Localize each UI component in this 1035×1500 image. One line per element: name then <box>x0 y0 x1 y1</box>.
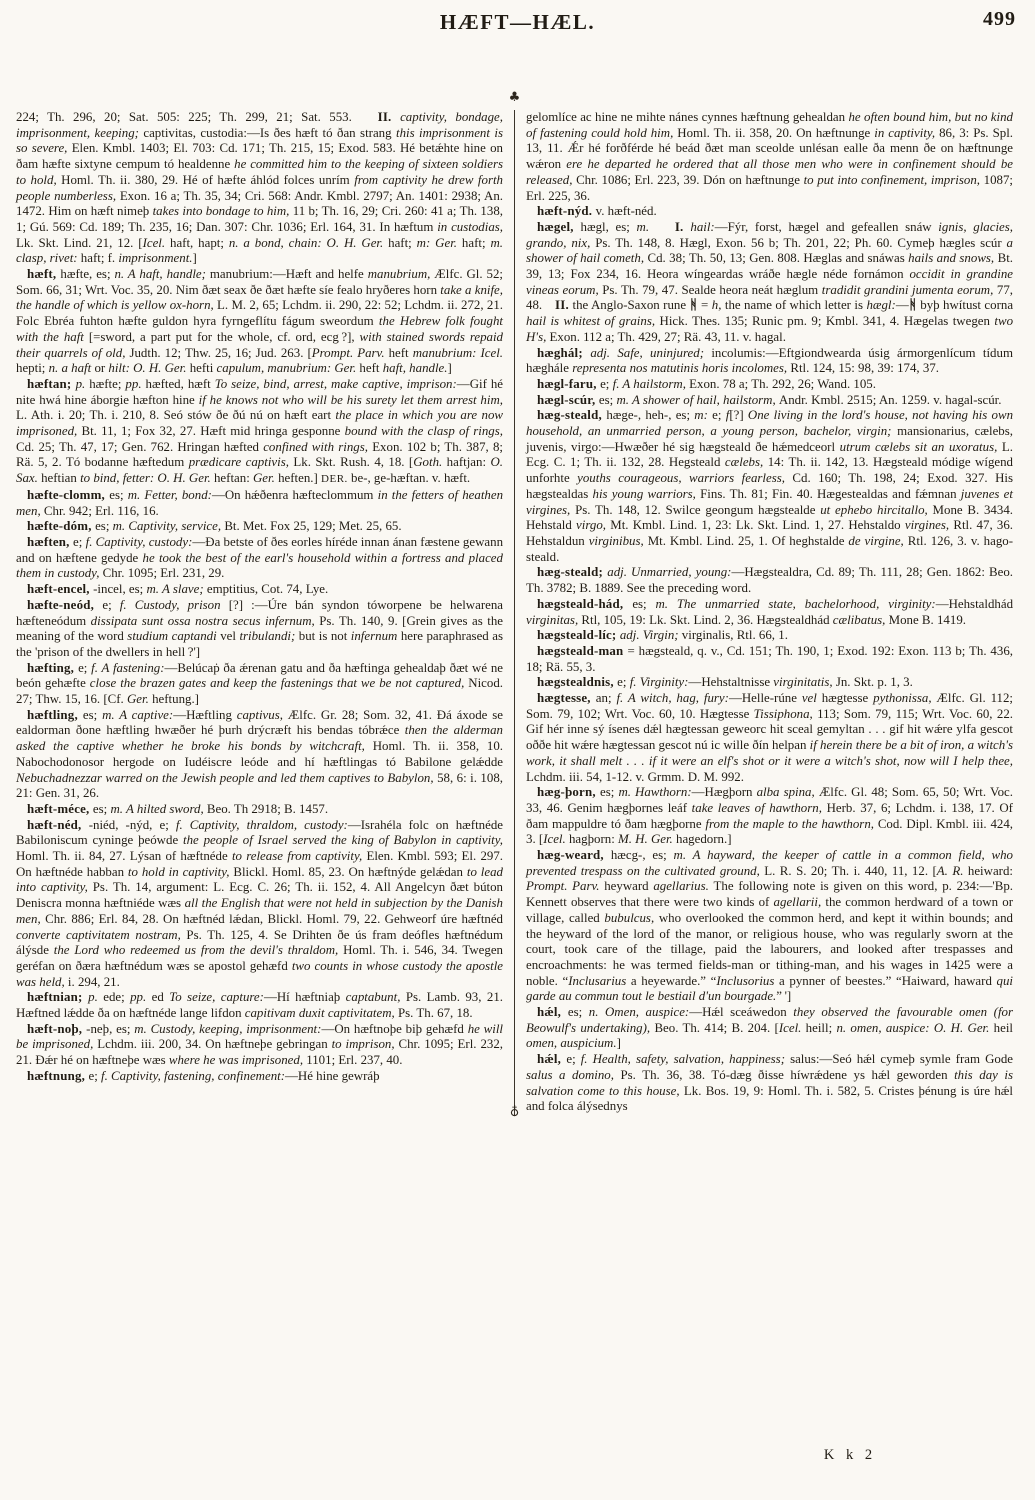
dictionary-entry: hægsteald-líc; adj. Virgin; virginalis, Rtl. 66, 1. <box>537 628 788 643</box>
page-title: HÆFT—HÆL. <box>439 10 596 34</box>
dictionary-entry: hæftnung, e; f. Captivity, fastening, confinement:—Hé hine gewráþ <box>27 1068 380 1083</box>
dictionary-entry: hæghál; adj. Safe, uninjured; incolumis:—Eftgiondwearda úsig ármorgenlícum tídum hæghále representa nos matutinis horis incolomes, Rtl. 124, 15: 98, 39: 174, 37. <box>526 345 1013 376</box>
dictionary-entry: hæften, e; f. Captivity, custody:—Ða betste of ðes eorles híréde innan ánan fæstene gewann and on hæftene gedyde he took the best of the earl's household within a fortress and placed them in custody, Chr. 1095; Erl. 231, 29. <box>16 534 504 581</box>
column-divider-rule <box>508 90 521 1120</box>
dictionary-entry: hǽl, e; f. Health, safety, salvation, happiness; salus:—Seó hǽl cymeþ symle fram Gode salus a domino, Ps. Th. 36, 38. Tó-dæg ðisse híwrǽdene ys hǽl geworden this day is salvation come to this house, Lk. Bos. 19, 9: Homl. Th. i. 582, 5. Cristes þénung is úre hǽl and folca álýsednys <box>526 1052 1014 1114</box>
dictionary-entry: hæfting, e; f. A fastening:—Belúcaṗ ða ǽrenan gatu and ða hæftinga gehealdaþ ðæt wé ne beón gehæfte close the brazen gates and keep the fastenings that we be not captured, Nicod. 27; Thw. 15, 16. [Cf. Ger. heftung.] <box>16 660 504 707</box>
signature-mark: K k 2 <box>823 1447 877 1463</box>
dictionary-entry: 224; Th. 296, 20; Sat. 505: 225; Th. 299, 21; Sat. 553. II. captivity, bondage, imprisonment, keeping; captivitas, custodia:—Is ðes hæft tó ðan strang this imprisonment is so severe, Elen. Kmbl. 1403; El. 703: Cd. 171; Th. 215, 15; Exod. 583. Hé betǽhte hine on ðam hæfte sixtyne cempum tó healdenne he committed him to the keeping of sixteen soldiers to hold, Homl. Th. ii. 380, 29. Hé of hæfte áhlód folces unrím from captivity he drew forth people numberless, Exon. 16 a; Th. 35, 34; Cri. 568: Andr. Kmbl. 2797; An. 1401: 2938; An. 1472. Him on hæft nimeþ takes into bondage to him, 11 b; Th. 16, 29; Cri. 260: 41 a; Th. 138, 1; Gú. 569: Cd. 189; Th. 235, 16; Dan. 307: Chr. 1036; Erl. 164, 31. In hæftum in custodias, Lk. Skt. Lind. 21, 12. [Icel. haft, hapt; n. a bond, chain: O. H. Ger. haft; m: Ger. haft; m. clasp, rivet: haft; f. imprisonment.] <box>16 110 504 266</box>
dictionary-entry: hæg-steald, hæge-, heh-, es; m: e; f[?] One living in the lord's house, not having his own household, an unmarried person, a young person, bachelor, virgin; mansionarius, cælebs, juvenis, virgo:—Hwæðer hé sig hægsteald ðe hǽmedceorl utrum cælebs sit an uxoratus, L. Ecg. C. 1; Th. ii. 132, 28. Hegsteald cælebs, 14: Th. ii. 142, 13. Hægsteald módige wígend unforhte youths courageous, warriors fearless, Cd. 160; Th. 198, 24; Exod. 327. His hægstealdas his young warriors, Fins. Th. 81; Fin. 40. Hægestealdas and fǽmnan juvenes et virgines, Ps. Th. 148, 12. Swilce geongum hægstealde ut ephebo hircitallo, Mone B. 3434. Hehstald virgo, Mt. Kmbl. Lind. 1, 23: Lk. Skt. Lind. 1, 27. Hehstaldo virgines, Rtl. 47, 36. Hehstaldun virginibus, Mt. Kmbl. Lind. 25, 1. Of heghstalde de virgine, Rtl. 126, 3. v. hago-steald. <box>526 408 1014 564</box>
dictionary-entry: hæftling, es; m. A captive:—Hæftling captivus, Ælfc. Gr. 28; Som. 32, 41. Ðá áxode se ealdorman ðone hæftling hwæðer hé þurh drýcræft his bendas tóbrǽce then the alderman asked the captive whether he broke his bonds by witchcraft, Homl. Th. ii. 358, 10. Nabochodonosor hergode on Iudéiscre leóde and hí hæftlingas tó Babilone gelǽdde Nebuchadnezzar warred on the Jewish people and led them captives to Babylon, 58, 6: i. 108, 21: Gen. 31, 26. <box>16 707 503 801</box>
dictionary-entry: hægl-faru, e; f. A hailstorm, Exon. 78 a; Th. 292, 26; Wand. 105. <box>537 376 876 391</box>
page-header <box>0 0 1035 52</box>
dictionary-entry: gelomlíce ac hine ne mihte nánes cynnes hæftnung gehealdan he often bound him, but no kind of fastening could hold him, Homl. Th. ii. 358, 20. On hæftnunge in captivity, 86, 3: Ps. Spl. 13, 11. Ǽr hé forðférde hé beád ðæt man sceolde unlésan ealle ða menn ðe on hæftnunge wǽron ere he departed he ordered that all those men who were in confinement should be released, Chr. 1086; Erl. 223, 39. Dón on hæftnunge to put into confinement, imprison, 1087; Erl. 225, 36. <box>526 110 1014 203</box>
left-column <box>16 110 503 1115</box>
dictionary-entry: hægtesse, an; f. A witch, hag, fury:—Helle-rúne vel hægtesse pythonissa, Ælfc. Gl. 112; Som. 79, 102; Wrt. Voc. 60, 10. Hægtesse Tissiphona, 113; Som. 79, 115; Wrt. Voc. 60, 22. Gif hér inne sý ísenes dǽl hægtessan geweorc hit sceal gemyltan . . . gif hit wǽre ylfa gescot oððe hit wǽre hægtessan gescot nú ic wille ðín helpan if herein there be a bit of iron, a witch's work, it shall melt . . . if it were an elf's shot or it were a witch's shot, now will I help thee, Lchdm. iii. 54, 1-12. v. Grmm. D. M. 992. <box>526 691 1014 784</box>
dictionary-entry: hæft-noþ, -neþ, es; m. Custody, keeping, imprisonment:—On hæftnoþe biþ gehæfd he will be imprisoned, Lchdm. iii. 200, 34. On hæftneþe gebringan to imprison, Chr. 1095; Erl. 232, 21. Ðǽr hé on hæftneþe wæs where he was imprisoned, 1101; Erl. 237, 40. <box>16 1021 504 1068</box>
dictionary-entry: hægl-scúr, es; m. A shower of hail, hailstorm, Andr. Kmbl. 2515; An. 1259. v. hagal-scúr. <box>537 392 1002 407</box>
page-number: 499 <box>983 8 1016 30</box>
dictionary-entry: hæft-nýd. v. hæft-néd. <box>537 204 657 219</box>
dictionary-entry: hæfte-clomm, es; m. Fetter, bond:—On hǽðenra hæfteclommum in the fetters of heathen men, Chr. 942; Erl. 116, 16. <box>16 487 504 518</box>
dictionary-entry: hæftnian; p. ede; pp. ed To seize, capture:—Hí hæftniaþ captabunt, Ps. Lamb. 93, 21. Hæftned lǽdde ða on hæftnéde lange lifdon capitivam duxit captivitatem, Ps. Th. 67, 18. <box>16 990 503 1021</box>
dictionary-entry: hæftan; p. hæfte; pp. hæfted, hæft To seize, bind, arrest, make captive, imprison:—Gif hé nite hwá hine áborgie hæfton hine if he knows not who will be his surety let them arrest him, L. Ath. i. 20; Th. i. 210, 8. Seó stów ðe ðú nú on hæft eart the place in which you are now imprisoned, Bt. 11, 1; Fox 32, 27. Hæft mid hringa gesponne bound with the clasp of rings, Cd. 25; Th. 47, 17; Gen. 762. Hringan hæfted confined with rings, Exon. 102 b; Th. 387, 8; Rä. 5, 2. Tó bodanne hæftedum prædicare captivis, Lk. Skt. Rush. 4, 18. [Goth. haftjan: O. Sax. heftian to bind, fetter: O. H. Ger. heftan: Ger. heften.] DER. be-, ge-hæftan. v. hæft. <box>16 376 504 486</box>
dictionary-entry: hǽl, es; n. Omen, auspice:—Hǽl sceáwedon they observed the favourable omen (for Beowulf's undertaking), Beo. Th. 414; B. 204. [Icel. heill; n. omen, auspice: O. H. Ger. heil omen, auspicium.] <box>526 1005 1013 1051</box>
dictionary-entry: hæfte-dóm, es; m. Captivity, service, Bt. Met. Fox 25, 129; Met. 25, 65. <box>27 519 402 534</box>
dictionary-entry: hægsteald-man = hægsteald, q. v., Cd. 151; Th. 190, 1; Exod. 192: Exon. 113 b; Th. 436, 18; Rä. 55, 3. <box>526 643 1013 674</box>
orb-cross-ornament-icon: ♁ <box>509 1105 520 1120</box>
dictionary-entry: hæft-encel, -incel, es; m. A slave; emptitius, Cot. 74, Lye. <box>27 582 329 597</box>
dictionary-entry: hæg-weard, hæcg-, es; m. A hayward, the keeper of cattle in a common field, who prevented trespass on the cultivated ground, L. R. S. 20; Th. i. 440, 11, 12. [A. R. heiward: Prompt. Parv. heyward agellarius. The following note is given on this word, p. 234:—'Bp. Kennett observes that there were two kinds of agellarii, the common herdward of a town or village, called bubulcus, who overlooked the common herd, and kept it within bounds; and the heyward of the lord of the manor, or religious house, who was regularly sworn at the court, took care of the tillage, paid the labourers, and looked after trespasses and encroachments: he was termed fields-man or tithing-man, and his wages in 1425 were a noble. “Inclusarius a heyewarde.” “Inclusorius a pynner of beestes.” “Haiward, haward qui garde au commun tout le bestiail d'un bourgade.” '] <box>526 848 1014 1004</box>
trefoil-ornament-icon: ♣ <box>508 90 521 105</box>
dictionary-entry: hæft-néd, -niéd, -nýd, e; f. Captivity, thraldom, custody:—Israhéla folc on hæftnéde Babiloniscum cyninge þeówde the people of Israel served the king of Babylon in captivity, Homl. Th. ii. 84, 27. Lýsan of hæftnéde to release from captivity, Elen. Kmbl. 593; El. 297. On hæftnéde habban to hold in captivity, Blickl. Homl. 85, 23. On hæftnýde gelǽdan to lead into captivity, Ps. Th. 14, argument: L. Ecg. C. 26; Th. ii. 152, 4. All Angelcyn ðæt búton Deniscra monna hæftniéde wæs all the English that were not held in subjection by the Danish men, Chr. 886; Erl. 84, 28. On hæftnéd lǽdan, Blickl. Homl. 79, 22. Gehweorf úre hæftnéd converte captivitatem nostram, Ps. Th. 125, 4. Se Drihten ðe ús fram deófles hæftnédum álýsde the Lord who redeemed us from the devil's thraldom, Homl. Th. i. 546, 34. Twegen geréfan on ðæra hæftnédum wæs se apostol gehæfd two counts in whose custody the apostle was held, i. 294, 21. <box>16 817 504 989</box>
dictionary-entry: hæfte-neód, e; f. Custody, prison [?] :—Úre bán syndon tóworpene be helwarena hæfteneódum dissipata sunt ossa nostra secus infernum, Ps. Th. 140, 9. [Grein gives as the meaning of the word studium captandi vel tribulandi; but is not infernum here paraphrased as the 'prison of the dwellers in hell ?'] <box>16 597 503 659</box>
dictionary-entry: hægsteald-hád, es; m. The unmarried state, bachelorhood, virginity:—Hehstaldhád virginitas, Rtl, 105, 19: Lk. Skt. Lind. 2, 36. Hægstealdhád cælibatus, Mone B. 1419. <box>526 596 1014 627</box>
dictionary-entry: hæft, hæfte, es; n. A haft, handle; manubrium:—Hæft and helfe manubrium, Ælfc. Gl. 52; Som. 66, 31; Wrt. Voc. 35, 20. Nim ðæt seax ðe ðæt hæfte síe fealo hryðeres horn take a knife, the handle of which is yellow ox-horn, L. M. 2, 65; Lchdm. ii. 290, 22: 52; Lchdm. ii. 272, 21. Folc Ebréa fuhton hæfte guldon hyra fyrngeflítu fágum sweordum the Hebrew folk fought with the haft [=sword, a part put for the whole, cf. ord, ecg ?], with stained swords repaid their quarrels of old, Judth. 12; Thw. 25, 16; Jud. 263. [Prompt. Parv. heft manubrium: Icel. hepti; n. a haft or hilt: O. H. Ger. hefti capulum, manubrium: Ger. heft haft, handle.] <box>16 267 504 376</box>
dictionary-entry: hægstealdnis, e; f. Virginity:—Hehstaltnisse virginitatis, Jn. Skt. p. 1, 3. <box>537 675 913 690</box>
text-body <box>0 90 1035 1120</box>
dictionary-entry: hæg-þorn, es; m. Hawthorn:—Hægþorn alba spina, Ælfc. Gl. 48; Som. 65, 50; Wrt. Voc. 33, 46. Genim hægþornes leáf take leaves of hawthorn, Herb. 37, 6; Lchdm. i. 138, 17. Of ðam mappuldre tó ðam hægþorne from the maple to the hawthorn, Cod. Dipl. Kmbl. iii. 424, 3. [Icel. hagþorn: M. H. Ger. hagedorn.] <box>526 785 1013 847</box>
right-column <box>526 110 1013 1115</box>
dictionary-entry: hæg-steald; adj. Unmarried, young:—Hægstealdra, Cd. 89; Th. 111, 28; Gen. 1862: Beo. Th. 3782; B. 1889. See the preceding word. <box>526 565 1014 596</box>
dictionary-entry: hægel, hægl, es; m. I. hail:—Fýr, forst, hægel and gefeallen snáw ignis, glacies, grando, nix, Ps. Th. 148, 8. Hægl, Exon. 56 b; Th. 201, 22; Ph. 60. Cymeþ hægles scúr a shower of hail cometh, Cd. 38; Th. 50, 13; Gen. 808. Hæglas and snáwas hails and snows, Bt. 39, 13; Fox 234, 16. Heora wíngeardas wráðe hægle néde fornámon occidit in grandine vineas eorum, Ps. Th. 79, 47. Sealde heora neát hæglum tradidit grandini jumenta eorum, 77, 48. II. the Anglo-Saxon rune ᚻ = h, the name of which letter is hægl:—ᚻ byþ hwítust corna hail is whitest of grains, Hick. Thes. 135; Runic pm. 9; Kmbl. 341, 4. Hægelas twegen two H's, Exon. 112 a; Th. 429, 27; Rä. 43, 11. v. hagal. <box>526 219 1014 344</box>
dictionary-entry: hæft-méce, es; m. A hilted sword, Beo. Th 2918; B. 1457. <box>27 801 329 816</box>
